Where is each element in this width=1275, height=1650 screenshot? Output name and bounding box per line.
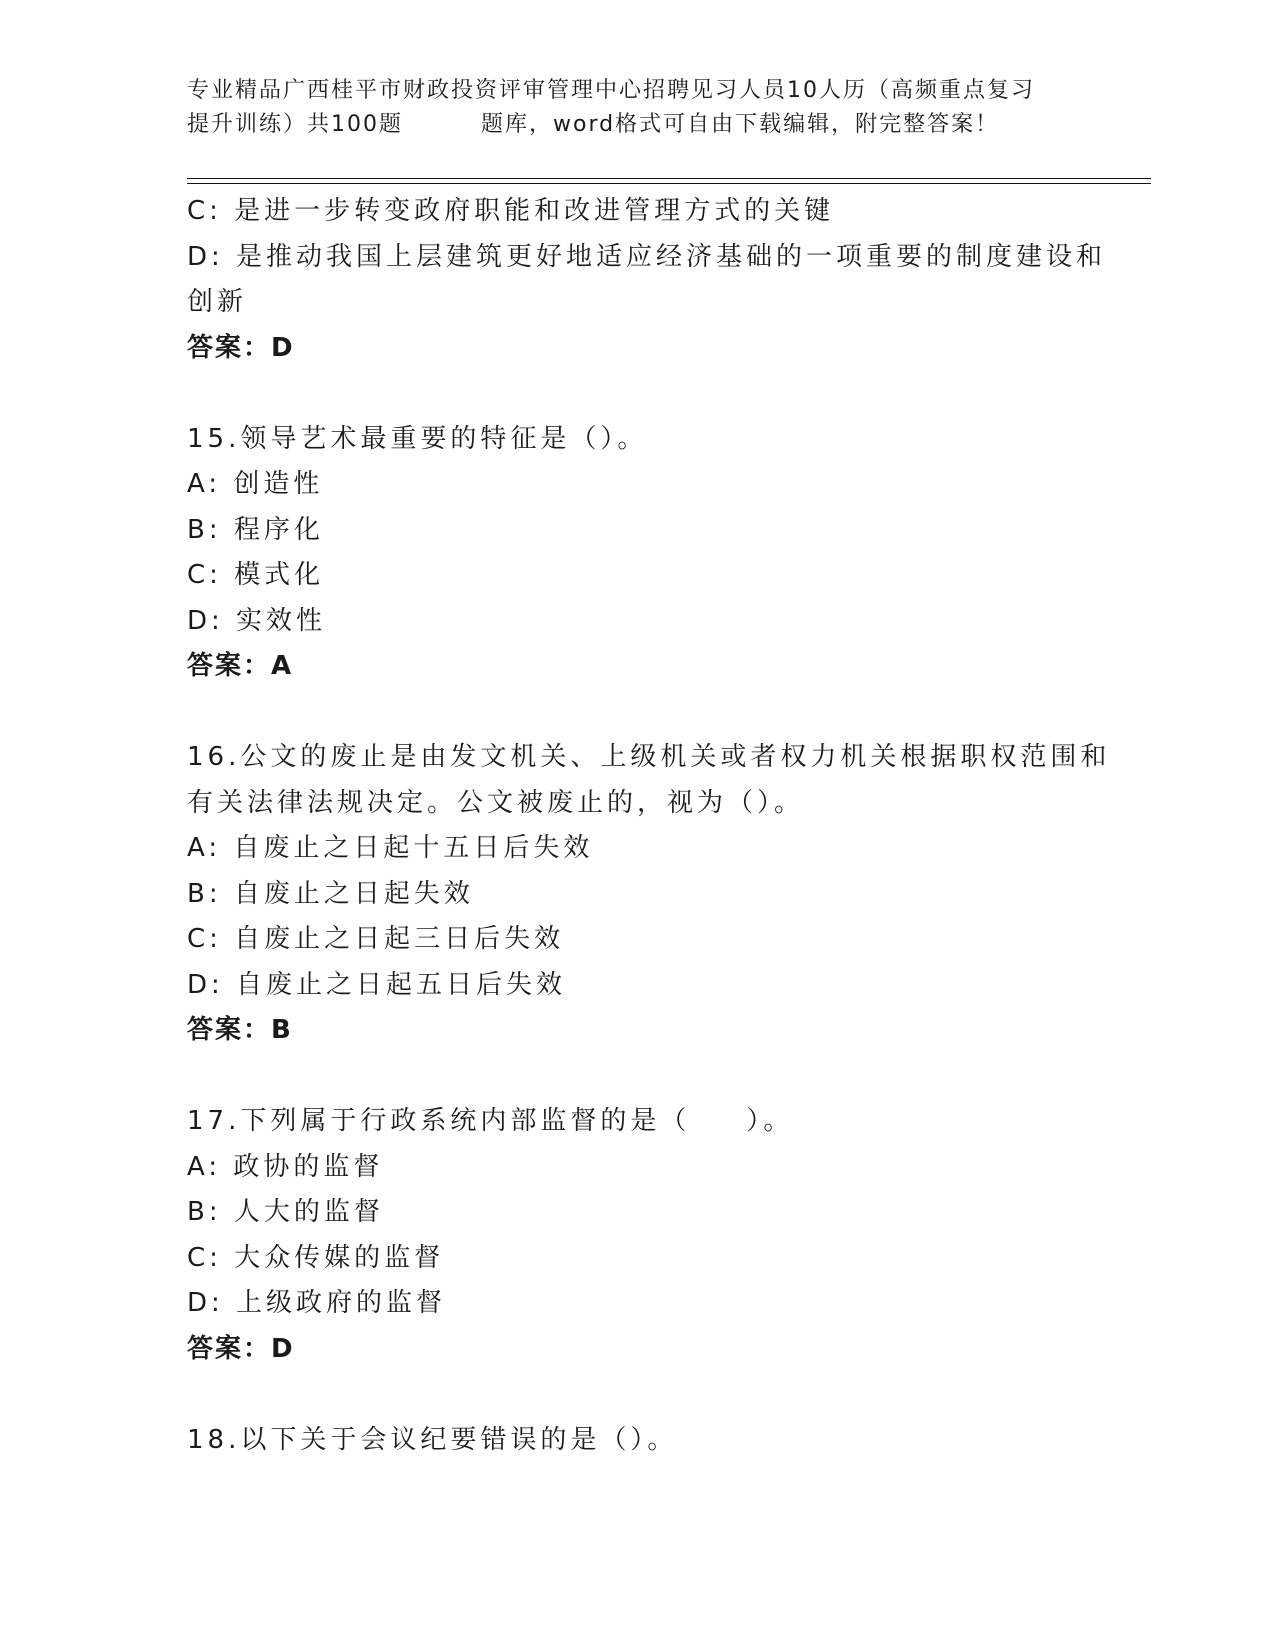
answer-line: 答案：D bbox=[187, 1333, 295, 1364]
question-text: 15.领导艺术最重要的特征是（）。 bbox=[187, 423, 648, 454]
header-title-line-2-left: 提升训练）共100题 bbox=[187, 112, 403, 137]
header-divider-bottom bbox=[187, 183, 1151, 184]
option-d: D: 自废止之日起五日后失效 bbox=[187, 969, 567, 1000]
question-15 bbox=[187, 417, 1067, 690]
option-b: B: 自废止之日起失效 bbox=[187, 878, 474, 909]
answer-line: 答案：B bbox=[187, 1015, 293, 1045]
question-text-start: 17.下列属于行政系统内部监督的是（ bbox=[187, 1106, 691, 1136]
header-title-line-2 bbox=[187, 108, 1087, 142]
question-text bbox=[187, 1099, 1067, 1145]
option-c: C: 大众传媒的监督 bbox=[187, 1242, 445, 1273]
option-line: C: 是进一步转变政府职能和改进管理方式的关键 bbox=[187, 196, 835, 226]
option-b: B: 程序化 bbox=[187, 514, 324, 545]
question-17 bbox=[187, 1099, 1067, 1372]
option-d: D: 实效性 bbox=[187, 605, 327, 636]
option-line: D: 是推动我国上层建筑更好地适应经济基础的一项重要的制度建设和 bbox=[187, 241, 1107, 272]
question-text: 16.公文的废止是由发文机关、上级机关或者权力机关根据职权范围和 bbox=[187, 742, 1111, 772]
page-header bbox=[187, 74, 1087, 142]
option-c: C: 模式化 bbox=[187, 560, 325, 590]
question-18 bbox=[187, 1418, 1067, 1464]
document-body bbox=[187, 189, 1111, 1463]
question-text-end: ）。 bbox=[746, 1106, 794, 1136]
spacer bbox=[187, 690, 1067, 736]
question-text: 有关法律法规决定。公文被废止的，视为（）。 bbox=[187, 787, 805, 818]
question-16 bbox=[187, 735, 1111, 1054]
spacer bbox=[187, 371, 1067, 417]
option-line-wrap: 创新 bbox=[187, 287, 248, 317]
option-a: A: 创造性 bbox=[187, 469, 324, 499]
option-a: A: 自废止之日起十五日后失效 bbox=[187, 833, 594, 863]
answer-line: 答案：A bbox=[187, 651, 294, 681]
header-divider-top bbox=[187, 178, 1151, 179]
option-d: D: 上级政府的监督 bbox=[187, 1288, 447, 1318]
header-title-line-1: 专业精品广西桂平市财政投资评审管理中心招聘见习人员10人历（高频重点复习 bbox=[187, 78, 1035, 103]
question-text: 18.以下关于会议纪要错误的是（）。 bbox=[187, 1424, 678, 1455]
answer-line: 答案：D bbox=[187, 332, 295, 363]
option-c: C: 自废止之日起三日后失效 bbox=[187, 924, 565, 954]
option-b: B: 人大的监督 bbox=[187, 1197, 384, 1227]
option-a: A: 政协的监督 bbox=[187, 1151, 384, 1182]
question-14-continued bbox=[187, 189, 1107, 371]
header-title-line-2-right: 题库，word格式可自由下载编辑，附完整答案！ bbox=[481, 112, 1000, 137]
spacer bbox=[187, 1372, 1067, 1418]
spacer bbox=[187, 1054, 1067, 1100]
